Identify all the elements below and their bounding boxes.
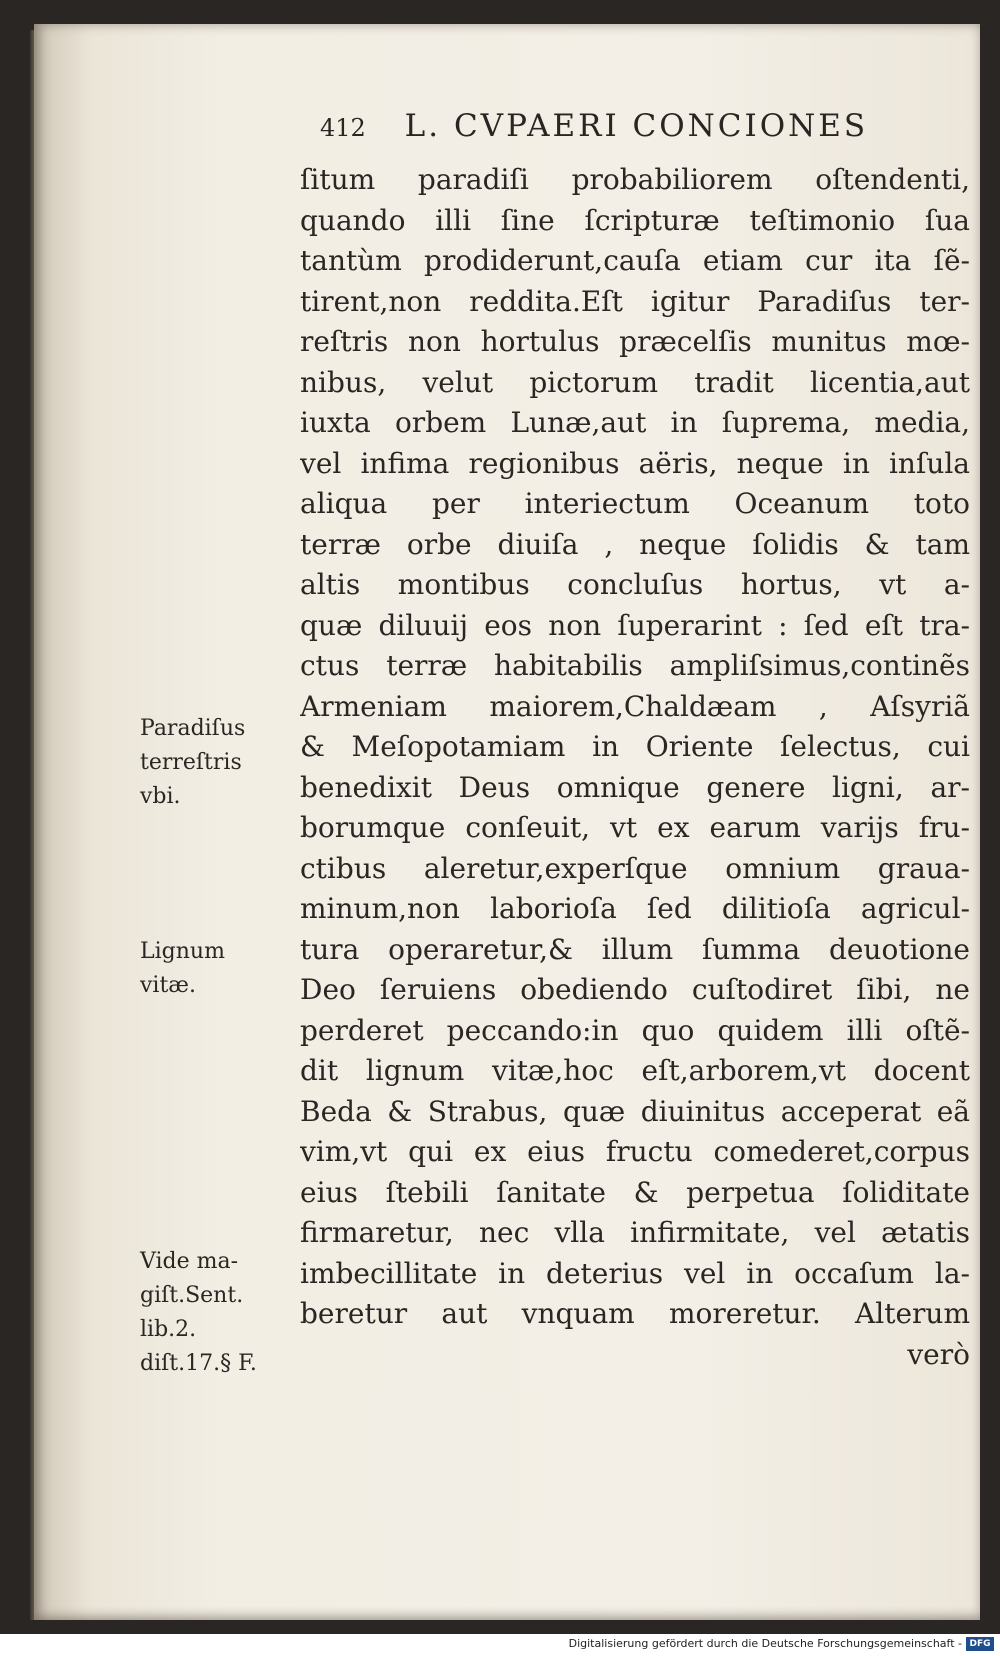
marginal-note-line: vitæ. [140, 973, 196, 998]
text-line: Beda & Strabus, quæ diuinitus acceperat eã [300, 1094, 970, 1128]
marginal-note-line: vbi. [140, 784, 181, 809]
text-line: ctus terræ habitabilis ampliſsimus,continẽs [300, 649, 970, 682]
marginal-note-line: Paradiſus [140, 716, 246, 741]
marginal-note-line: terreſtris [140, 750, 242, 775]
text-line: quæ diluuij eos non ſuperarint : ſed eſt tra- [300, 608, 970, 642]
text-line: & Meſopotamiam in Oriente ſelectus, cui [300, 730, 970, 763]
running-head [320, 108, 920, 152]
marginal-note-reference [140, 1245, 290, 1381]
marginal-note-line: Lignum [140, 939, 225, 964]
text-line: Deo ſeruiens obediendo cuſtodiret ſibi, ne [300, 973, 970, 1006]
marginal-note-paradisus [140, 712, 290, 814]
text-line: perderet peccando:in quo quidem illi oſtẽ- [300, 1013, 970, 1047]
text-line: borumque conſeuit, vt ex earum varijs fru- [300, 811, 970, 844]
text-line: firmaretur, nec vlla infirmitate, vel ætatis [300, 1216, 970, 1249]
text-line: Armeniam maiorem,Chaldæam , Aſsyriã [300, 689, 970, 723]
marginal-note-line: giſt.Sent. [140, 1283, 244, 1308]
dfg-logo-icon: DFG [966, 1637, 994, 1651]
text-line: ctibus aleretur,experſque omnium graua- [300, 851, 970, 885]
running-title: L. CVPAERI CONCIONES [404, 108, 869, 144]
text-line: imbecillitate in deterius vel in occaſum la- [300, 1256, 970, 1290]
text-line: vel infima regionibus aëris, neque in inſula [300, 446, 970, 480]
text-line: iuxta orbem Lunæ,aut in ſuprema, media, [300, 406, 970, 439]
text-line: vim,vt qui ex eius fructu comederet,corpus [300, 1135, 970, 1168]
text-line: minum,non laborioſa ſed dilitioſa agricul- [300, 892, 970, 925]
text-line: tantùm prodiderunt,cauſa etiam cur ita ſẽ- [300, 244, 970, 277]
text-line: altis montibus concluſus hortus, vt a- [300, 568, 970, 601]
text-line: ſitum paradiſi probabiliorem oſtendenti, [300, 163, 970, 196]
page-number: 412 [320, 114, 366, 142]
marginal-note-line: diſt.17.§ F. [140, 1351, 257, 1376]
text-line: beretur aut vnquam moreretur. Alterum [300, 1297, 970, 1330]
text-line: nibus, velut pictorum tradit licentia,aut [300, 365, 970, 399]
marginal-note-line: lib.2. [140, 1317, 197, 1342]
text-line: tirent,non reddita.Eſt igitur Paradiſus ter- [300, 284, 970, 318]
funding-credit: Digitalisierung gefördert durch die Deutsche Forschungsgemeinschaft - [568, 1637, 962, 1650]
text-line: benedixit Deus omnique genere ligni, ar- [300, 770, 970, 804]
text-line: eius ſtebili ſanitate & perpetua ſoliditate [300, 1175, 970, 1209]
marginal-note-line: Vide ma- [140, 1249, 239, 1274]
marginal-note-lignum [140, 935, 290, 1003]
text-line: reſtris non hortulus præcelſis munitus mœ- [300, 325, 970, 358]
text-line: quando illi ſine ſcripturæ teſtimonio ſua [300, 203, 970, 237]
text-line: terræ orbe diuiſa , neque ſolidis & tam [300, 527, 970, 561]
text-line: aliqua per interiectum Oceanum toto [300, 487, 970, 520]
text-line: dit lignum vitæ,hoc eſt,arborem,vt docent [300, 1054, 970, 1087]
text-line: tura operaretur,& illum ſumma deuotione [300, 932, 970, 966]
main-text-block [300, 160, 970, 1375]
catchword: verò [907, 1337, 970, 1371]
